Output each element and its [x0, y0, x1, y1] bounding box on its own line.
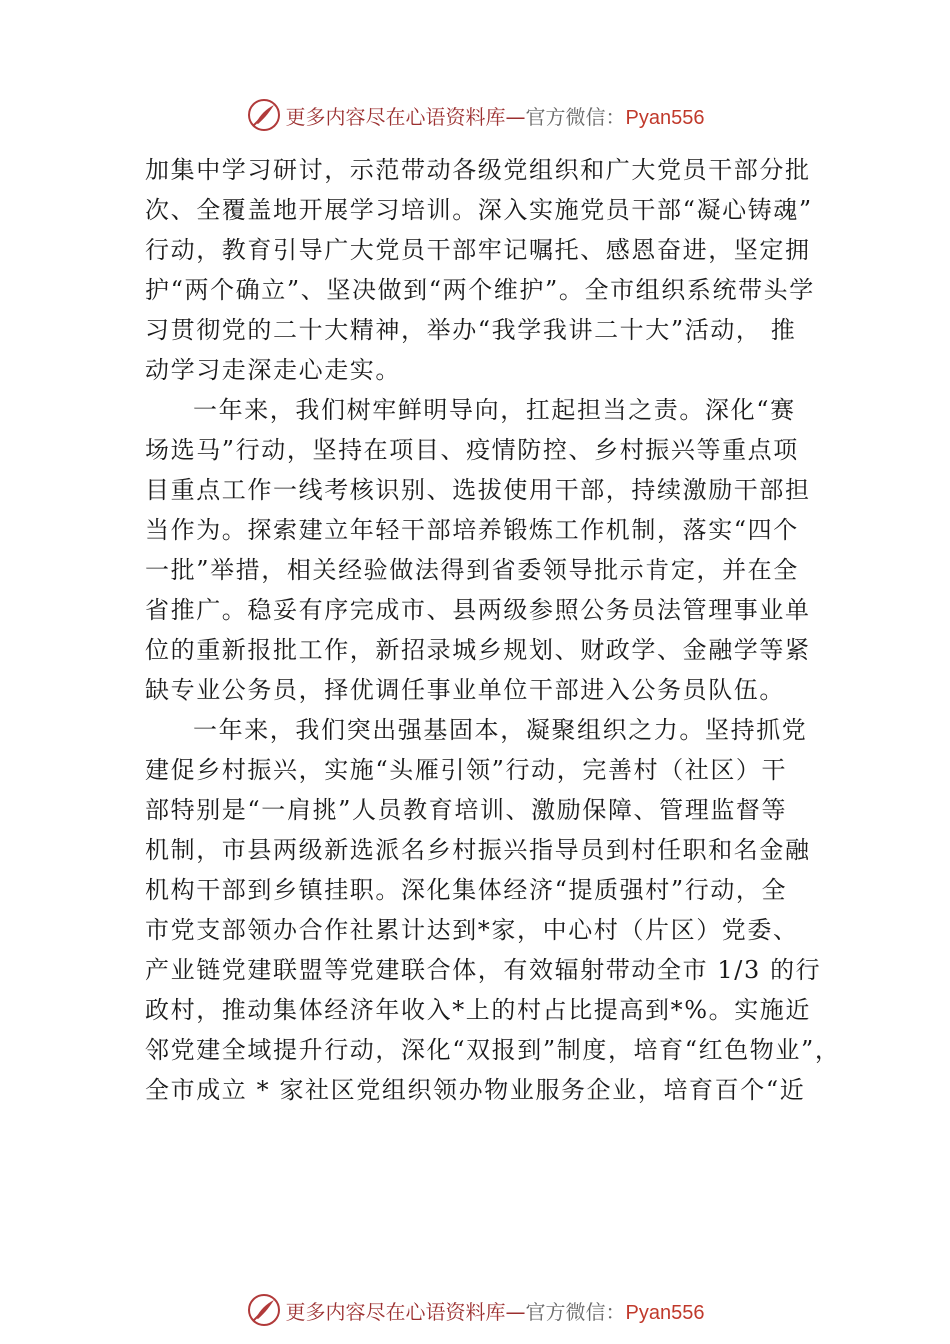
text-line: 护“两个确立”、坚决做到“两个维护”。全市组织系统带头学: [145, 276, 815, 304]
banner-wechat-id: Pyan556: [625, 1301, 705, 1324]
paragraph-first-line: 一年来，我们突出强基固本，凝聚组织之力。坚持抓党: [193, 716, 808, 744]
text-line: 加集中学习研讨，示范带动各级党组织和广大党员干部分批: [145, 156, 811, 184]
document-body: [145, 150, 841, 1110]
text-line: 习贯彻党的二十大精神，举办“我学我讲二十大”活动， 推: [145, 316, 797, 344]
text-line: 行动，教育引导广大党员干部牢记嘱托、感恩奋进，坚定拥: [145, 236, 811, 264]
text-line: 邻党建全域提升行动，深化“双报到”制度，培育“红色物业”，: [145, 1036, 841, 1064]
text-line: 建促乡村振兴，实施“头雁引领”行动，完善村（社区）干: [145, 756, 788, 784]
banner-wechat-label: 官方微信：: [525, 1299, 626, 1324]
text-line: 场选马”行动，坚持在项目、疫情防控、乡村振兴等重点项: [145, 436, 799, 464]
banner-text: [286, 1296, 705, 1325]
paragraph-first-line: 一年来，我们树牢鲜明导向，扛起担当之责。深化“赛: [193, 396, 796, 424]
text-line: 全市成立 * 家社区党组织领办物业服务企业，培育百个“近: [145, 1076, 806, 1104]
banner-main-text: 更多内容尽在心语资料库: [285, 104, 506, 129]
text-line: 机构干部到乡镇挂职。深化集体经济“提质强村”行动，全: [145, 876, 788, 904]
text-line: 市党支部领办合作社累计达到*家，中心村（片区）党委、: [145, 916, 799, 944]
banner-dash: —: [505, 104, 526, 129]
text-line: 政村，推动集体经济年收入*上的村占比提高到*%。实施近: [145, 996, 812, 1024]
text-line: 动学习走深走心走实。: [145, 356, 401, 384]
banner-dash: —: [505, 1299, 526, 1324]
header-watermark-banner: [0, 95, 950, 135]
text-line: 一批”举措，相关经验做法得到省委领导批示肯定，并在全: [145, 556, 799, 584]
banner-wechat-label: 官方微信：: [525, 104, 626, 129]
text-line: 机制，市县两级新选派名乡村振兴指导员到村任职和名金融: [145, 836, 811, 864]
text-line: 当作为。探索建立年轻干部培养锻炼工作机制，落实“四个: [145, 516, 799, 544]
text-line: 产业链党建联盟等党建联合体，有效辐射带动全市 1/3 的行: [145, 956, 822, 984]
footer-watermark-banner: [0, 1290, 950, 1330]
banner-main-text: 更多内容尽在心语资料库: [285, 1299, 506, 1324]
banner-wechat-id: Pyan556: [625, 106, 705, 129]
text-line: 次、全覆盖地开展学习培训。深入实施党员干部“凝心铸魂”: [145, 196, 813, 224]
feather-logo-icon: [246, 97, 282, 133]
text-line: 位的重新报批工作，新招录城乡规划、财政学、金融学等紧: [145, 636, 811, 664]
text-line: 缺专业公务员，择优调任事业单位干部进入公务员队伍。: [145, 676, 785, 704]
feather-logo-icon: [246, 1292, 282, 1328]
text-line: 目重点工作一线考核识别、选拔使用干部，持续激励干部担: [145, 476, 811, 504]
text-line: 省推广。稳妥有序完成市、县两级参照公务员法管理事业单: [145, 596, 811, 624]
banner-text: [286, 101, 705, 130]
text-line: 部特别是“一肩挑”人员教育培训、激励保障、管理监督等: [145, 796, 788, 824]
